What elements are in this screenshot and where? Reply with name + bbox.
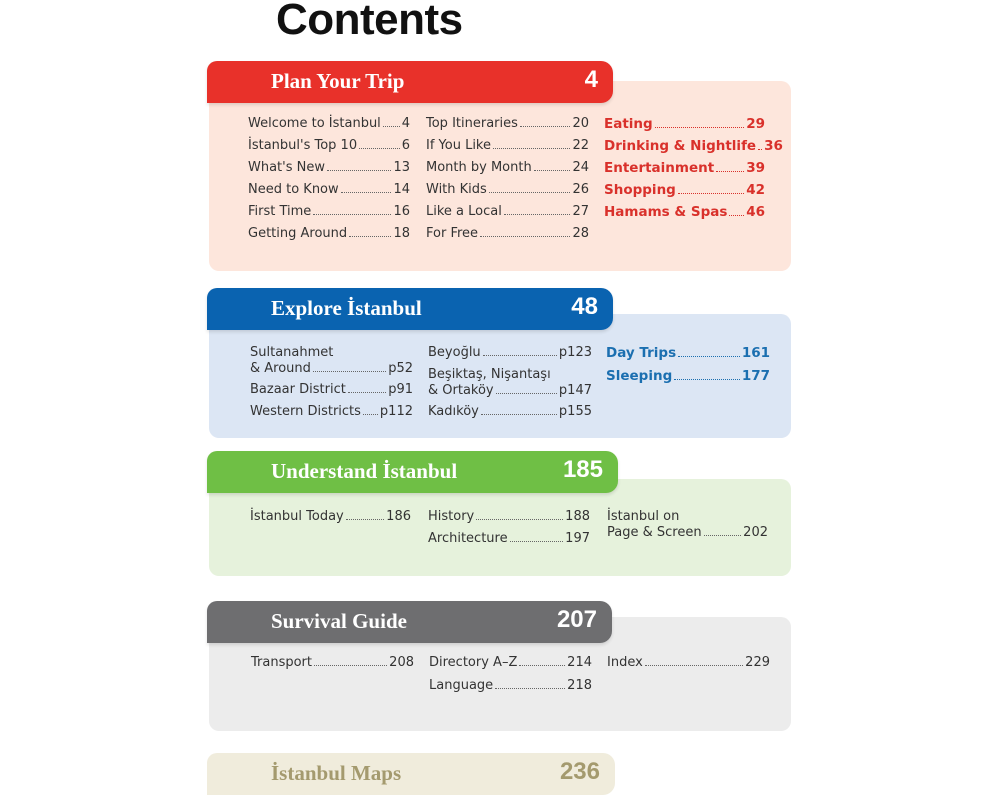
toc-entry[interactable]: Welcome to İstanbul 4: [248, 116, 410, 131]
page-title: Contents: [276, 0, 463, 44]
section-title: Plan Your Trip: [271, 69, 405, 93]
toc-entry[interactable]: Language 218: [429, 678, 592, 693]
toc-entry[interactable]: If You Like 22: [426, 138, 589, 153]
toc-entry[interactable]: Like a Local 27: [426, 204, 589, 219]
section-tab[interactable]: [207, 451, 618, 493]
toc-entry[interactable]: Kadıköy p155: [428, 404, 592, 419]
toc-entry[interactable]: Sultanahmet & Around p52: [250, 345, 413, 376]
section-page: 207: [556, 606, 597, 633]
toc-entry[interactable]: For Free 28: [426, 226, 589, 241]
toc-entry[interactable]: Architecture 197: [428, 531, 590, 546]
toc-entry[interactable]: Need to Know 14: [248, 182, 410, 197]
toc-entry[interactable]: First Time 16: [248, 204, 410, 219]
section-title: Explore İstanbul: [271, 296, 422, 320]
toc-entry[interactable]: Transport 208: [251, 655, 414, 670]
toc-entry-highlight[interactable]: Day Trips 161: [606, 345, 770, 361]
section-tab[interactable]: [207, 753, 615, 795]
section-title: İstanbul Maps: [271, 761, 402, 785]
section-title: Understand İstanbul: [271, 459, 458, 483]
toc-entry[interactable]: What's New 13: [248, 160, 410, 175]
toc-entry[interactable]: Month by Month 24: [426, 160, 589, 175]
toc-entry-highlight[interactable]: Entertainment 39: [604, 160, 765, 176]
section-tab[interactable]: [207, 61, 613, 103]
section-page: 236: [559, 758, 600, 785]
toc-entry-highlight[interactable]: Sleeping 177: [606, 368, 770, 384]
toc-entry[interactable]: İstanbul on Page & Screen 202: [607, 509, 768, 540]
toc-entry[interactable]: Beyoğlu p123: [428, 345, 592, 360]
toc-entry[interactable]: Directory A–Z 214: [429, 655, 592, 670]
toc-entry[interactable]: Top Itineraries 20: [426, 116, 589, 131]
toc-entry-highlight[interactable]: Shopping 42: [604, 182, 765, 198]
section-title: Survival Guide: [271, 609, 407, 633]
toc-entry-highlight[interactable]: Drinking & Nightlife 36: [604, 138, 783, 154]
section-tab[interactable]: [207, 288, 613, 330]
section-tab[interactable]: [207, 601, 612, 643]
toc-entry-highlight[interactable]: Eating 29: [604, 116, 765, 132]
toc-entry[interactable]: Beşiktaş, Nişantaşı & Ortaköy p147: [428, 367, 592, 398]
toc-entry[interactable]: With Kids 26: [426, 182, 589, 197]
section-page: 48: [571, 293, 598, 320]
toc-entry[interactable]: Western Districts p112: [250, 404, 413, 419]
section-page: 185: [562, 456, 603, 483]
toc-entry[interactable]: Bazaar District p91: [250, 382, 413, 397]
section-page: 4: [584, 66, 598, 93]
toc-entry[interactable]: Index 229: [607, 655, 770, 670]
toc-entry[interactable]: Getting Around 18: [248, 226, 410, 241]
toc-entry[interactable]: İstanbul Today 186: [250, 509, 411, 524]
toc-entry[interactable]: İstanbul's Top 10 6: [248, 138, 410, 153]
toc-entry[interactable]: History 188: [428, 509, 590, 524]
section-panel: [209, 81, 791, 271]
toc-entry-highlight[interactable]: Hamams & Spas 46: [604, 204, 765, 220]
